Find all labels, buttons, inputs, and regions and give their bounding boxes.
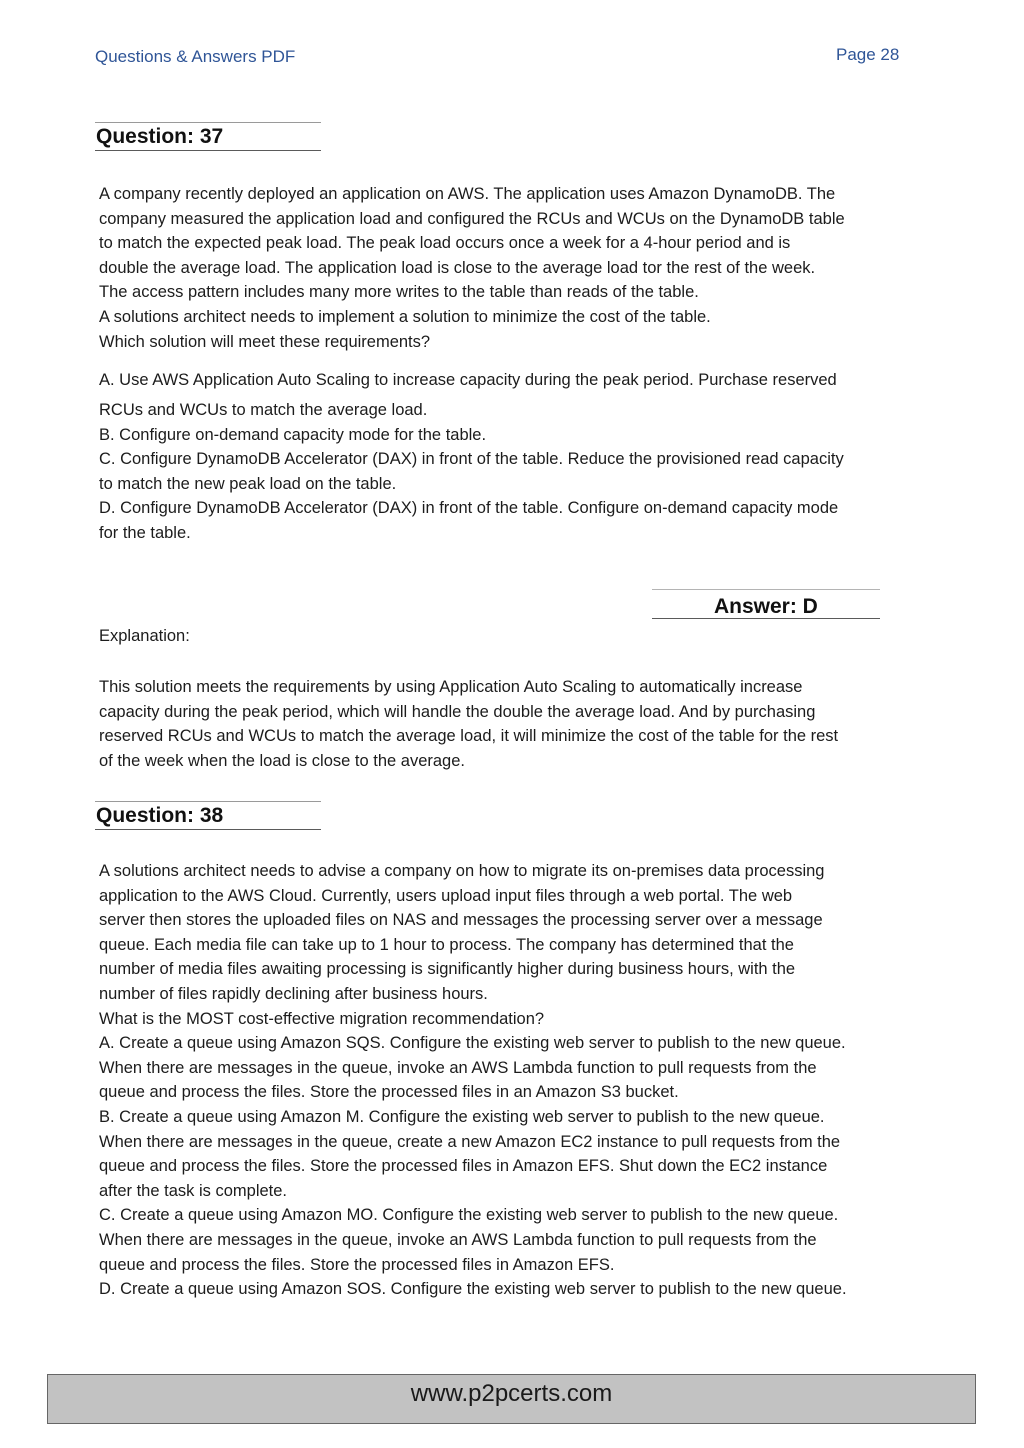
body-line: B. Create a queue using Amazon M. Configure the existing web server to publish to the new queue. [99, 1107, 825, 1126]
stem-line: Which solution will meet these requirements? [99, 332, 431, 351]
body-line: A. Create a queue using Amazon SQS. Configure the existing web server to publish to the new queue. [99, 1034, 846, 1053]
stem-line: A company recently deployed an application on AWS. The application uses Amazon DynamoDB. The [99, 185, 836, 203]
body-line: queue and process the files. Store the processed files in Amazon EFS. Shut down the EC2 instance [99, 1157, 828, 1176]
footer-bar [47, 1374, 976, 1424]
answer-box [652, 589, 880, 619]
body-line: A solutions architect needs to advise a company on how to migrate its on-premises data processing [99, 862, 825, 880]
explanation-label-text: Explanation: [99, 627, 190, 645]
option-line: to match the new peak load on the table. [99, 474, 397, 493]
answer-label: Answer: D [714, 595, 818, 618]
question-37-heading: Question: 37 [96, 125, 224, 148]
option-line: B. Configure on-demand capacity mode for the table. [99, 425, 487, 444]
body-line: queue and process the files. Store the processed files in an Amazon S3 bucket. [99, 1083, 679, 1102]
option-line: A. Use AWS Application Auto Scaling to increase capacity during the peak period. Purchase reserved [99, 371, 837, 389]
body-line: queue and process the files. Store the processed files in Amazon EFS. [99, 1255, 615, 1274]
body-line: number of files rapidly declining after business hours. [99, 984, 488, 1003]
explanation-line: This solution meets the requirements by using Application Auto Scaling to automatically increase [99, 678, 803, 696]
body-line: after the task is complete. [99, 1181, 288, 1200]
footer-url: www.p2pcerts.com [410, 1380, 613, 1407]
body-line: D. Create a queue using Amazon SOS. Configure the existing web server to publish to the new queue. [99, 1280, 847, 1299]
question-37-heading-box [95, 122, 321, 151]
option-line: RCUs and WCUs to match the average load. [99, 401, 428, 419]
question-37-options [99, 398, 979, 546]
question-37-stem [99, 182, 979, 354]
stem-line: double the average load. The application load is close to the average load tor the rest of the week. [99, 258, 816, 277]
option-line: C. Configure DynamoDB Accelerator (DAX) in front of the table. Reduce the provisioned read capacity [99, 450, 844, 469]
body-line: When there are messages in the queue, invoke an AWS Lambda function to pull requests from the [99, 1058, 817, 1077]
question-38-heading: Question: 38 [96, 804, 224, 827]
explanation-text [99, 675, 979, 773]
body-line: When there are messages in the queue, invoke an AWS Lambda function to pull requests from the [99, 1230, 817, 1249]
body-line: queue. Each media file can take up to 1 hour to process. The company has determined that the [99, 935, 794, 954]
option-line: for the table. [99, 523, 191, 542]
body-line: When there are messages in the queue, create a new Amazon EC2 instance to pull requests from the [99, 1132, 841, 1151]
header-title: Questions & Answers PDF [95, 47, 296, 66]
stem-line: to match the expected peak load. The peak load occurs once a week for a 4-hour period and is [99, 234, 791, 253]
option-line: D. Configure DynamoDB Accelerator (DAX) in front of the table. Configure on-demand capacity mode [99, 499, 839, 518]
question-38-heading-box [95, 801, 321, 830]
explanation-line: of the week when the load is close to the average. [99, 751, 465, 770]
stem-line: The access pattern includes many more writes to the table than reads of the table. [99, 283, 699, 302]
body-line: C. Create a queue using Amazon MO. Configure the existing web server to publish to the new queue. [99, 1206, 839, 1225]
body-line: application to the AWS Cloud. Currently, users upload input files through a web portal. The web [99, 886, 793, 905]
explanation-line: reserved RCUs and WCUs to match the average load, it will minimize the cost of the table for the rest [99, 727, 839, 746]
body-line: What is the MOST cost-effective migration recommendation? [99, 1009, 545, 1028]
question-38-body [99, 859, 979, 1302]
body-line: number of media files awaiting processing is significantly higher during business hours, with the [99, 960, 796, 979]
explanation-line: capacity during the peak period, which will handle the double the average load. And by purchasing [99, 702, 816, 721]
stem-line: company measured the application load and configured the RCUs and WCUs on the DynamoDB table [99, 209, 845, 228]
explanation-label [99, 624, 979, 649]
question-37-option-a [99, 368, 979, 393]
page-number: Page 28 [836, 45, 900, 64]
body-line: server then stores the uploaded files on NAS and messages the processing server over a message [99, 911, 823, 930]
stem-line: A solutions architect needs to implement a solution to minimize the cost of the table. [99, 307, 711, 326]
